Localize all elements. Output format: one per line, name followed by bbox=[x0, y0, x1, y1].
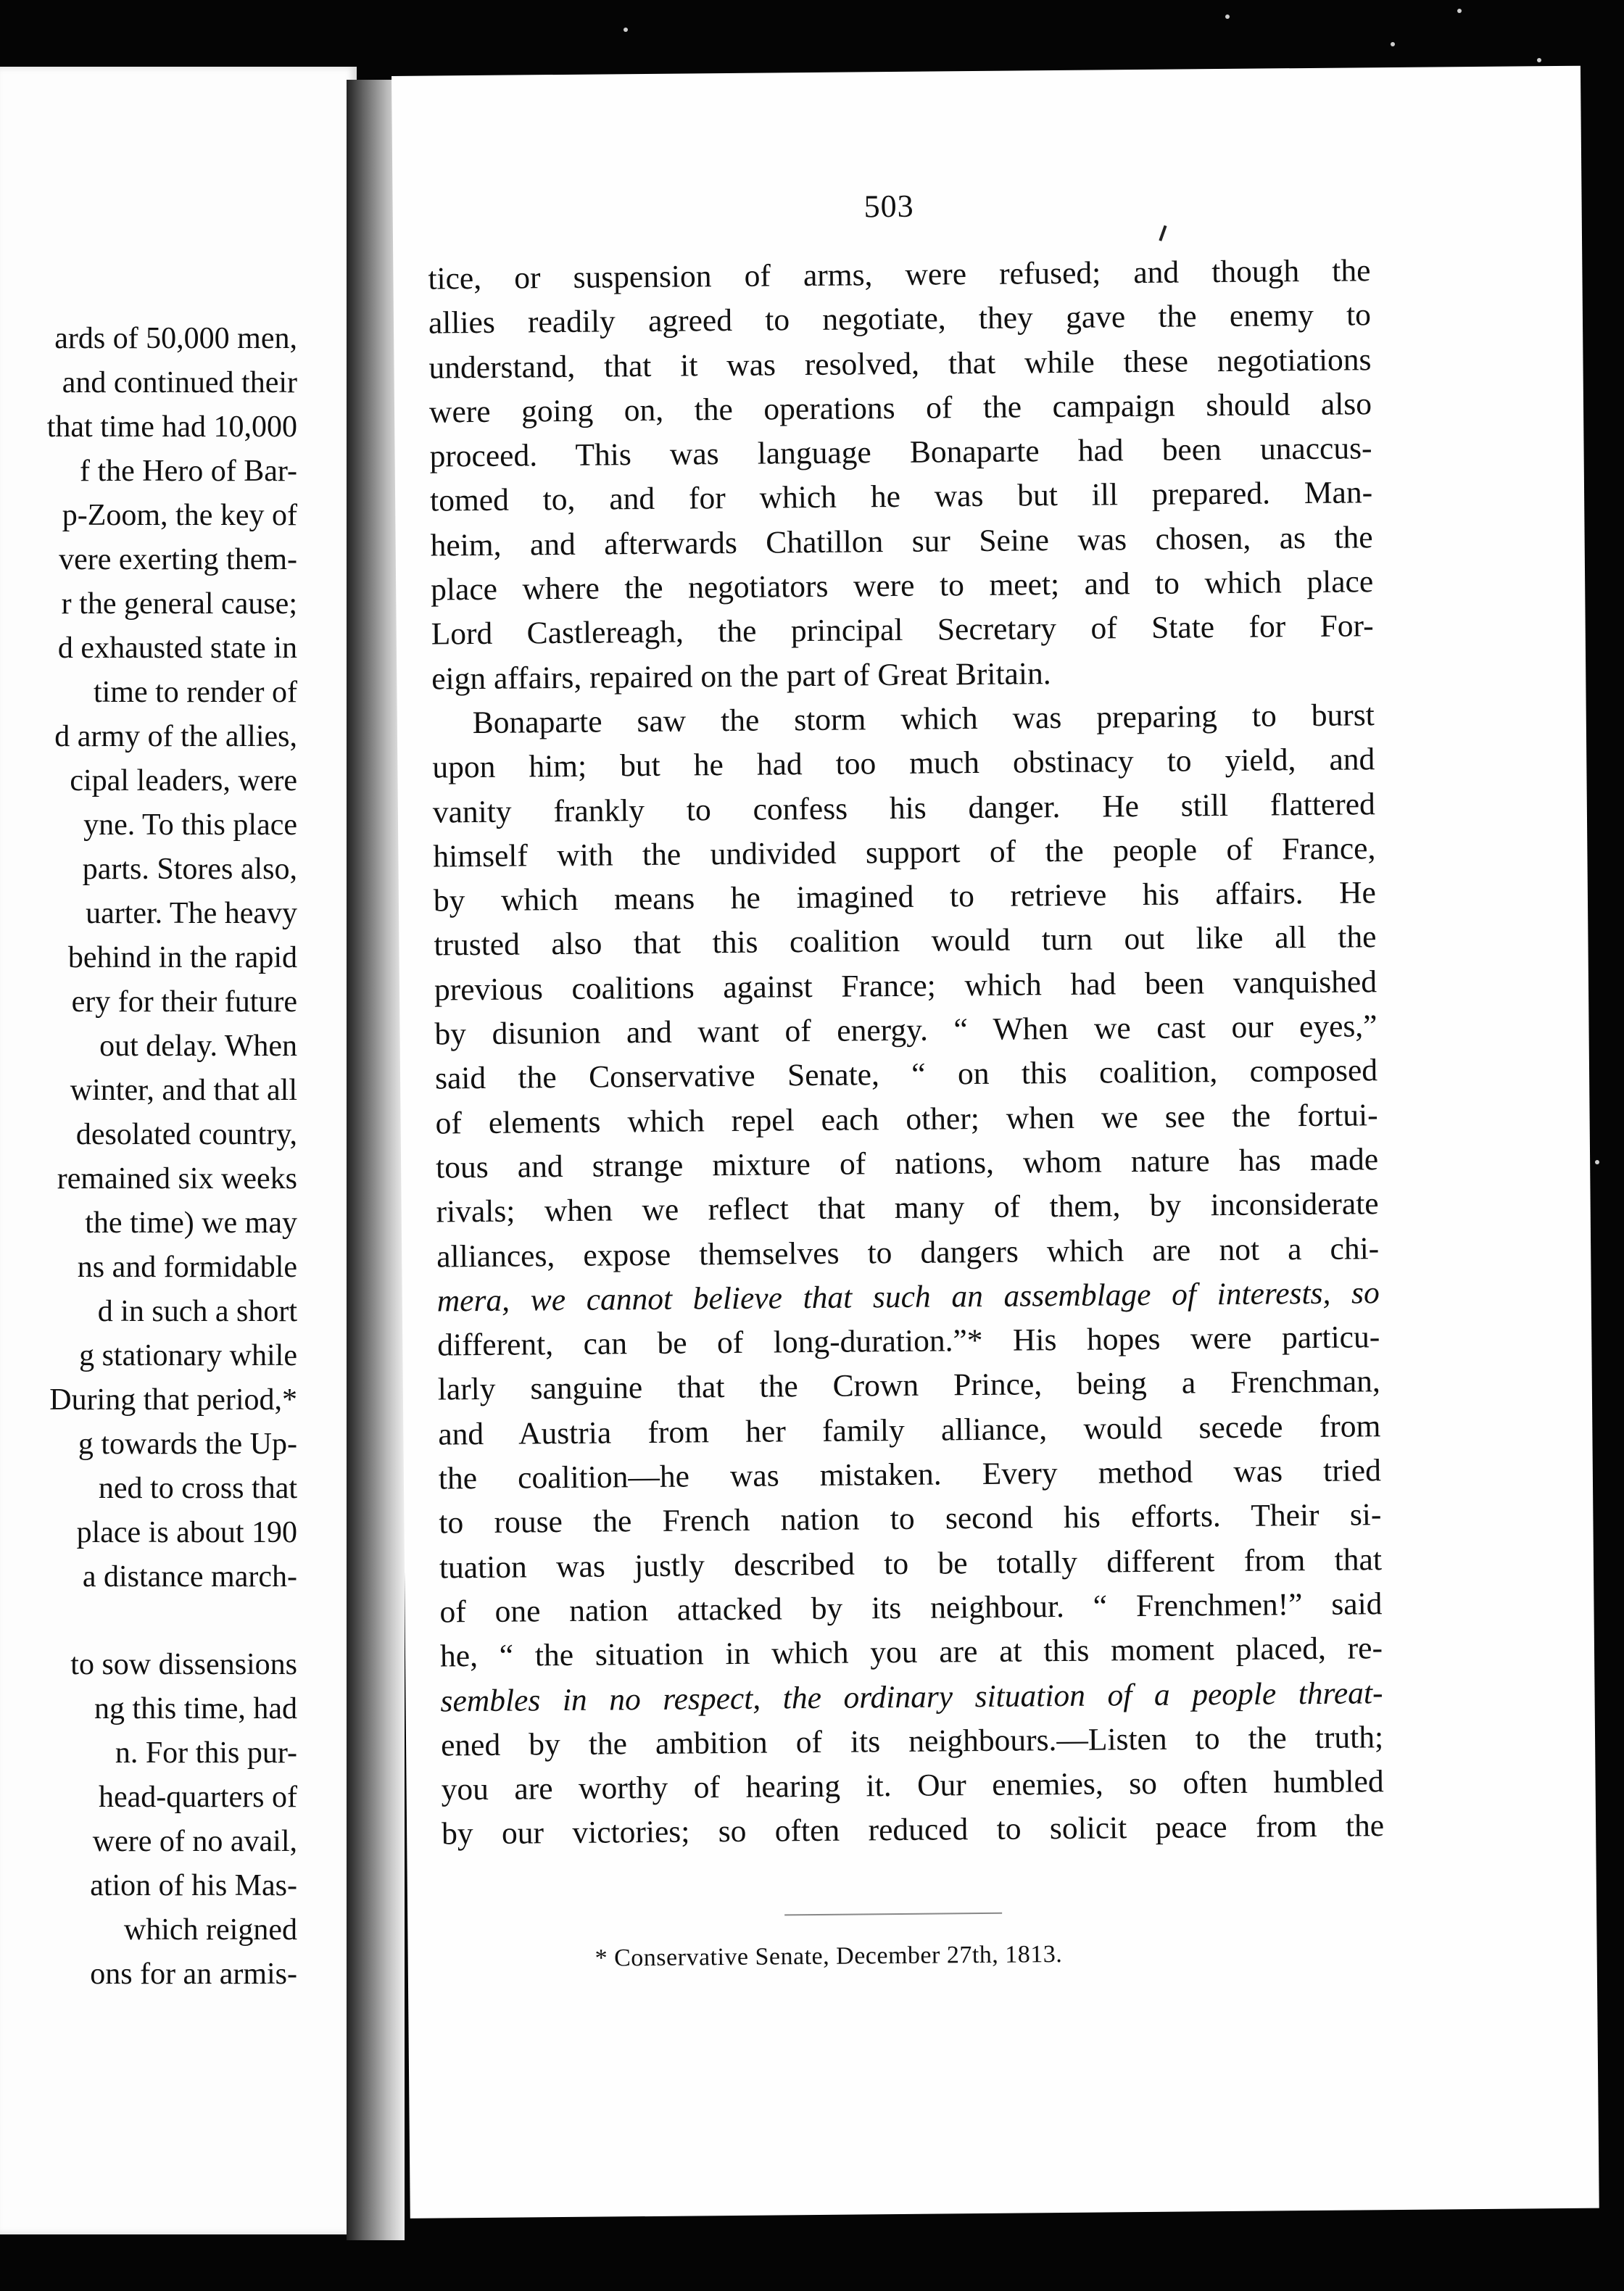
left-text-line: n. For this pur- bbox=[115, 1736, 297, 1770]
left-text-line: time to render of bbox=[93, 676, 297, 709]
text-line: different, can be of long-duration.”* His hopes were particu- bbox=[437, 1320, 1380, 1363]
left-text-line: which reigned bbox=[123, 1913, 297, 1947]
left-text-line: and continued their bbox=[62, 366, 297, 399]
text-line: by our victories; so often reduced to solicit peace from the bbox=[441, 1808, 1385, 1852]
left-text-line: d in such a short bbox=[97, 1295, 297, 1328]
left-text-line: g stationary while bbox=[79, 1339, 297, 1372]
left-text-line: out delay. When bbox=[99, 1030, 297, 1063]
page-number: 503 bbox=[863, 188, 914, 225]
left-text-line: g towards the Up- bbox=[78, 1428, 297, 1461]
text-line: were going on, the operations of the campaign should also bbox=[428, 386, 1372, 430]
text-line: of one nation attacked by its neighbour. “ Frenchmen!” said bbox=[439, 1586, 1383, 1630]
text-line: of elements which repel each other; when we see the fortui- bbox=[435, 1097, 1378, 1141]
left-text-line: behind in the rapid bbox=[67, 941, 297, 974]
left-text-line: were of no avail, bbox=[92, 1825, 297, 1858]
left-text-line: ned to cross that bbox=[98, 1472, 297, 1505]
text-line: tuation was justly described to be totally different from that bbox=[439, 1541, 1383, 1586]
text-line: larly sanguine that the Crown Prince, being a Frenchman, bbox=[437, 1364, 1380, 1407]
left-text-line: parts. Stores also, bbox=[82, 853, 297, 886]
text-line: eign affairs, repaired on the part of Great Britain. bbox=[431, 655, 1051, 697]
left-text-line: ation of his Mas- bbox=[90, 1869, 297, 1902]
left-text-line: vere exerting them- bbox=[59, 543, 297, 576]
scan-speck bbox=[1457, 9, 1462, 13]
text-line: Lord Castlereagh, the principal Secretary of State for For- bbox=[431, 608, 1374, 652]
page-body-text bbox=[428, 249, 1384, 1857]
text-line: ened by the ambition of its neighbours.—Listen to the truth; bbox=[440, 1719, 1384, 1763]
left-text-line: uarter. The heavy bbox=[86, 897, 297, 930]
text-line: tomed to, and for which he was but ill prepared. Man- bbox=[429, 475, 1373, 519]
text-line: vanity frankly to confess his danger. He still flattered bbox=[432, 786, 1376, 830]
left-text-line: that time had 10,000 bbox=[46, 410, 297, 444]
text-line: by disunion and want of energy. “ When we cast our eyes,” bbox=[434, 1008, 1378, 1052]
text-line: and Austria from her family alliance, would secede from bbox=[438, 1408, 1381, 1452]
text-line: tous and strange mixture of nations, whom nature has made bbox=[435, 1142, 1379, 1185]
left-text-line: desolated country, bbox=[75, 1118, 297, 1151]
left-text-line: d exhausted state in bbox=[57, 631, 297, 665]
left-text-line: d army of the allies, bbox=[54, 720, 297, 753]
text-line: proceed. This was language Bonaparte had been unaccus- bbox=[429, 431, 1372, 474]
text-line: he, “ the situation in which you are at this moment placed, re- bbox=[439, 1631, 1383, 1674]
text-line: to rouse the French nation to second his efforts. Their si- bbox=[439, 1497, 1382, 1541]
text-line: previous coalitions against France; which had been vanquished bbox=[434, 964, 1378, 1008]
left-text-line: cipal leaders, were bbox=[70, 764, 297, 798]
scan-speck bbox=[624, 28, 628, 32]
left-text-line: winter, and that all bbox=[70, 1074, 297, 1107]
scan-speck bbox=[1595, 1160, 1599, 1164]
left-text-line: place is about 190 bbox=[76, 1516, 297, 1549]
left-text-line: ards of 50,000 men, bbox=[54, 322, 297, 355]
text-line: the coalition—he was mistaken. Every method was tried bbox=[438, 1453, 1382, 1496]
text-line: understand, that it was resolved, that while these negotiations bbox=[428, 341, 1372, 386]
left-text-line: ng this time, had bbox=[94, 1692, 297, 1726]
text-line: tice, or suspension of arms, were refused; and though the bbox=[428, 253, 1371, 297]
text-line: alliances, expose themselves to dangers which are not a chi- bbox=[436, 1230, 1380, 1275]
ink-mark bbox=[1159, 225, 1167, 241]
left-text-line: head-quarters of bbox=[98, 1781, 297, 1814]
text-line: upon him; but he had too much obstinacy to yield, and bbox=[432, 742, 1375, 785]
left-text-line: p-Zoom, the key of bbox=[62, 499, 297, 532]
text-line: heim, and afterwards Chatillon sur Seine was chosen, as the bbox=[430, 519, 1373, 563]
left-text-line: to sow dissensions bbox=[70, 1648, 297, 1681]
text-line: sembles in no respect, the ordinary situation of a people threat- bbox=[440, 1675, 1383, 1718]
left-text-line: ons for an armis- bbox=[90, 1958, 297, 1991]
left-text-line: f the Hero of Bar- bbox=[79, 455, 297, 488]
right-page bbox=[392, 66, 1599, 2218]
left-text-line: r the general cause; bbox=[61, 587, 297, 621]
text-line: said the Conservative Senate, “ on this coalition, composed bbox=[434, 1053, 1378, 1096]
left-page bbox=[0, 67, 357, 2234]
left-text-line: a distance march- bbox=[82, 1560, 297, 1594]
text-line: mera, we cannot believe that such an assemblage of interests, so bbox=[436, 1275, 1380, 1319]
scan-speck bbox=[1391, 42, 1395, 46]
left-text-line: ery for their future bbox=[71, 985, 297, 1019]
left-text-line bbox=[47, 1599, 297, 1643]
scan-speck bbox=[1225, 14, 1230, 19]
left-text-line: the time) we may bbox=[85, 1206, 297, 1240]
left-page-text bbox=[47, 317, 297, 1997]
left-text-line: remained six weeks bbox=[57, 1162, 297, 1196]
text-line: allies readily agreed to negotiate, they gave the enemy to bbox=[428, 297, 1372, 341]
text-line: by which means he imagined to retrieve his affairs. He bbox=[433, 875, 1377, 919]
text-line: you are worthy of hearing it. Our enemies, so often humbled bbox=[441, 1764, 1384, 1807]
text-line: place where the negotiators were to meet; and to which place bbox=[430, 564, 1374, 608]
left-text-line: yne. To this place bbox=[83, 808, 297, 842]
text-line: trusted also that this coalition would turn out like all the bbox=[434, 919, 1377, 963]
left-text-line: ns and formidable bbox=[77, 1251, 297, 1284]
footnote: * Conservative Senate, December 27th, 1813. bbox=[594, 1941, 1063, 1972]
text-line: Bonaparte saw the storm which was preparing to burst bbox=[472, 697, 1375, 741]
footnote-divider bbox=[784, 1913, 1002, 1916]
text-line: himself with the undivided support of the people of France, bbox=[433, 831, 1376, 874]
left-text-line: During that period,* bbox=[49, 1383, 297, 1417]
scan-speck bbox=[1537, 58, 1541, 62]
text-line: rivals; when we reflect that many of them, by inconsiderate bbox=[436, 1186, 1379, 1230]
